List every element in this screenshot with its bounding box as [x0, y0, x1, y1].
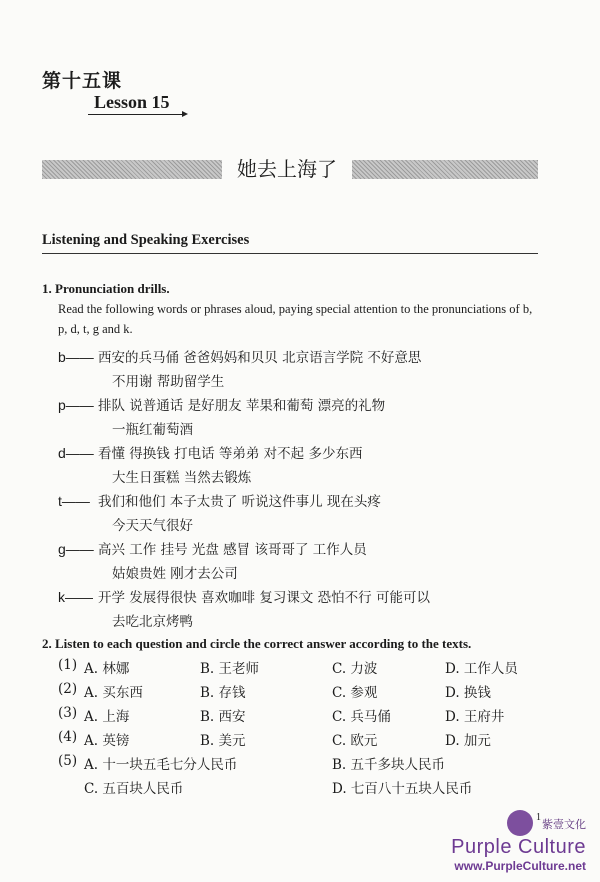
drill-line: 不用谢 帮助留学生: [112, 374, 225, 390]
drill-lead: p——: [58, 397, 94, 413]
arrow-icon: [88, 114, 184, 115]
q2-heading: 2. Listen to each question and circle the correct answer according to the texts.: [42, 636, 472, 651]
drill-line: 看懂 得换钱 打电话 等弟弟 对不起 多少东西: [98, 446, 363, 462]
drill-line: 今天天气很好: [112, 518, 193, 534]
page-number: 1: [536, 812, 541, 823]
logo-url: www.PurpleCulture.net: [454, 859, 586, 873]
answer-option-a[interactable]: A. 上海: [84, 709, 130, 725]
drill-line: 排队 说普通话 是好朋友 苹果和葡萄 漂亮的礼物: [98, 398, 386, 414]
answer-option-d[interactable]: D. 工作人员: [445, 661, 518, 677]
answer-option-d[interactable]: D. 七百八十五块人民币: [332, 781, 473, 797]
lesson-number-cn: 第十五课: [42, 70, 123, 92]
q2-number: (2): [58, 681, 78, 697]
answer-option-c[interactable]: C. 欧元: [332, 733, 378, 749]
drill-line: 大生日蛋糕 当然去锻炼: [112, 470, 252, 486]
section-divider: [42, 253, 538, 254]
answer-option-a[interactable]: A. 英镑: [84, 733, 130, 749]
answer-option-a[interactable]: A. 十一块五毛七分人民币: [84, 757, 238, 773]
q2-number: (4): [58, 729, 78, 745]
drill-line: 我们和他们 本子太贵了 听说这件事儿 现在头疼: [98, 494, 381, 510]
answer-option-a[interactable]: A. 买东西: [84, 685, 143, 701]
drill-k: [58, 585, 430, 634]
answer-option-b[interactable]: B. 王老师: [200, 661, 260, 677]
answer-option-b[interactable]: B. 五千多块人民币: [332, 757, 446, 773]
drill-line: 一瓶红葡萄酒: [112, 422, 193, 438]
drill-lead: b——: [58, 349, 94, 365]
answer-option-d[interactable]: D. 王府井: [445, 709, 505, 725]
answer-option-d[interactable]: D. 换钱: [445, 685, 491, 701]
answer-option-c[interactable]: C. 五百块人民币: [84, 781, 184, 797]
answer-option-c[interactable]: C. 兵马俑: [332, 709, 391, 725]
section-title: Listening and Speaking Exercises: [42, 232, 250, 248]
drill-line: 开学 发展得很快 喜欢咖啡 复习课文 恐怕不行 可能可以: [98, 590, 430, 606]
q2-number: (3): [58, 705, 78, 721]
answer-option-b[interactable]: B. 美元: [200, 733, 246, 749]
drill-d: [58, 441, 362, 490]
lesson-title: 她去上海了: [237, 157, 337, 181]
drill-lead: t——: [58, 493, 90, 509]
logo-name: Purple Culture: [451, 836, 586, 858]
q2-number: (1): [58, 657, 78, 673]
drill-g: [58, 537, 367, 586]
drill-line: 姑娘贵姓 刚才去公司: [112, 566, 238, 582]
answer-option-b[interactable]: B. 西安: [200, 709, 246, 725]
answer-option-c[interactable]: C. 力波: [332, 661, 378, 677]
drill-line: 西安的兵马俑 爸爸妈妈和贝贝 北京语言学院 不好意思: [98, 350, 422, 366]
answer-option-c[interactable]: C. 参观: [332, 685, 378, 701]
q1-instruction-line1: Read the following words or phrases aloud, paying special attention to the pronunciations of b,: [58, 302, 533, 316]
drill-lead: d——: [58, 445, 94, 461]
logo-cn-text: 紫壹文化: [542, 817, 586, 831]
q1-heading: 1. Pronunciation drills.: [42, 281, 170, 296]
answer-option-a[interactable]: A. 林娜: [84, 661, 130, 677]
answer-option-d[interactable]: D. 加元: [445, 733, 491, 749]
drill-line: 去吃北京烤鸭: [112, 614, 193, 630]
q2-number: (5): [58, 753, 78, 769]
drill-p: [58, 393, 385, 442]
drill-lead: g——: [58, 541, 94, 557]
logo-icon: [507, 810, 533, 836]
drill-line: 高兴 工作 挂号 光盘 感冒 该哥哥了 工作人员: [98, 542, 367, 558]
lesson-number-en: Lesson 15: [94, 92, 170, 112]
drill-lead: k——: [58, 589, 93, 605]
drill-b: [58, 345, 421, 394]
answer-option-b[interactable]: B. 存钱: [200, 685, 246, 701]
q1-instruction-line2: p, d, t, g and k.: [58, 322, 133, 336]
purple-culture-watermark: [436, 810, 586, 873]
drill-t: [58, 489, 381, 538]
